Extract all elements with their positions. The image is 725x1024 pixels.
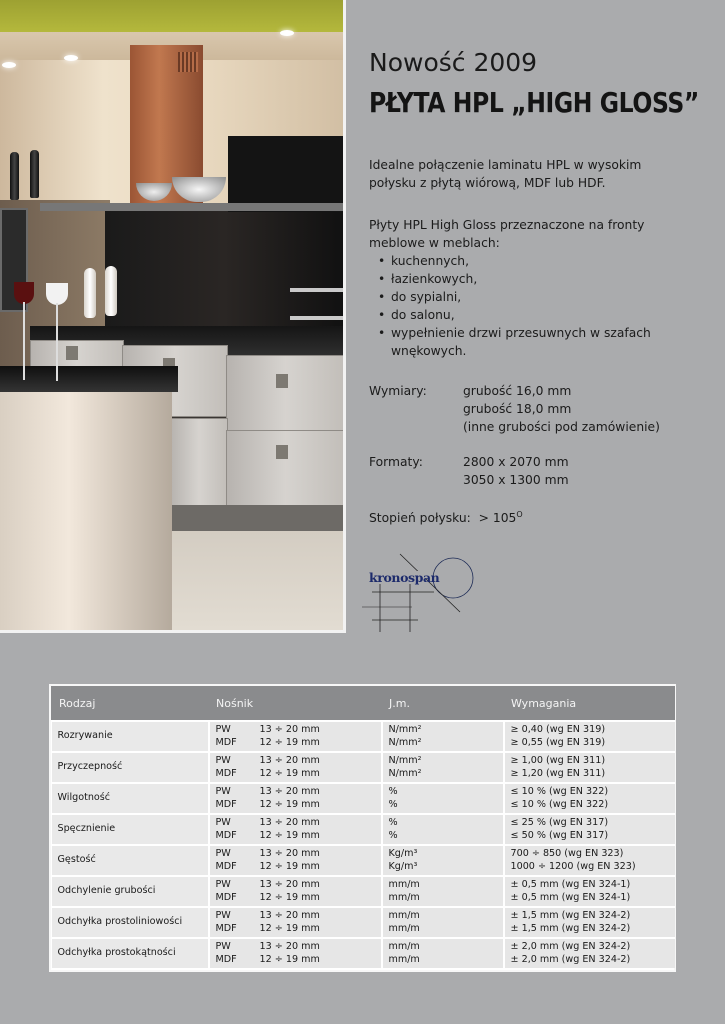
requirement-value: ± 0,5 mm (wg EN 324-1) (510, 879, 631, 890)
unit-cell (382, 783, 504, 814)
dimension-value: grubość 18,0 mm (463, 402, 572, 416)
row-name: Odchyłka prostokątności (52, 938, 209, 968)
logo-text: kronospan (369, 570, 440, 585)
unit-value: % (388, 817, 398, 828)
table-header-row (52, 686, 675, 721)
format-value: 3050 x 1300 mm (463, 473, 569, 487)
row-name: Odchylenie grubości (52, 876, 209, 907)
uses-paragraph: Płyty HPL High Gloss przeznaczone na fronty meblowe w meblach: (369, 218, 645, 250)
requirement-cell (504, 752, 675, 783)
spec-table-wrapper (49, 684, 676, 972)
unit-cell (382, 938, 504, 968)
requirement-cell (504, 938, 675, 968)
requirement-value: ≤ 25 % (wg EN 317) (510, 817, 609, 828)
table-row (52, 721, 675, 752)
requirement-value: ≤ 50 % (wg EN 317) (510, 829, 609, 841)
list-item: • do sypialni, (378, 288, 678, 306)
unit-value: Kg/m³ (388, 848, 418, 859)
carrier-cell (209, 938, 382, 968)
requirement-value: 1000 ÷ 1200 (wg EN 323) (510, 860, 636, 872)
carrier-type: PW (215, 910, 231, 921)
requirement-cell (504, 814, 675, 845)
requirement-value: ≥ 0,55 (wg EN 319) (510, 736, 606, 748)
requirement-value: ≥ 1,20 (wg EN 311) (510, 767, 606, 779)
formats-values (463, 453, 569, 489)
list-item: • do salonu, (378, 306, 678, 324)
unit-value: N/mm² (388, 755, 422, 766)
list-item: • wypełnienie drzwi przesuwnych w szafach wnękowych. (378, 324, 663, 360)
table-row (52, 814, 675, 845)
formats-label: Formaty: (369, 455, 423, 469)
carrier-type: PW (215, 848, 231, 859)
carrier-cell (209, 876, 382, 907)
requirement-cell (504, 907, 675, 938)
carrier-range: 12 ÷ 19 mm (259, 891, 320, 903)
unit-value: mm/m (388, 953, 420, 965)
unit-cell (382, 876, 504, 907)
carrier-type: PW (215, 879, 231, 890)
row-name: Gęstość (52, 845, 209, 876)
intro-paragraph: Idealne połączenie laminatu HPL w wysokim połysku z płytą wiórową, MDF lub HDF. (369, 158, 642, 190)
carrier-range: 13 ÷ 20 mm (259, 848, 320, 859)
kronospan-logo-icon (362, 550, 480, 635)
list-item: • kuchennych, (378, 252, 678, 270)
unit-value: mm/m (388, 941, 420, 952)
column-header: Wymagania (504, 686, 675, 721)
kitchen-photo (0, 0, 346, 633)
carrier-type: MDF (215, 922, 237, 934)
carrier-cell (209, 752, 382, 783)
requirement-value: ± 2,0 mm (wg EN 324-2) (510, 953, 631, 965)
row-name: Spęcznienie (52, 814, 209, 845)
unit-value: Kg/m³ (388, 860, 418, 872)
unit-value: N/mm² (388, 736, 422, 748)
list-item: • łazienkowych, (378, 270, 678, 288)
unit-cell (382, 721, 504, 752)
carrier-type: PW (215, 724, 231, 735)
carrier-range: 13 ÷ 20 mm (259, 910, 320, 921)
carrier-cell (209, 721, 382, 752)
requirement-value: 700 ÷ 850 (wg EN 323) (510, 848, 624, 859)
carrier-type: PW (215, 817, 231, 828)
unit-value: N/mm² (388, 767, 422, 779)
carrier-range: 12 ÷ 19 mm (259, 922, 320, 934)
table-row (52, 845, 675, 876)
unit-value: % (388, 829, 398, 841)
carrier-range: 13 ÷ 20 mm (259, 817, 320, 828)
unit-cell (382, 845, 504, 876)
requirement-value: ≤ 10 % (wg EN 322) (510, 798, 609, 810)
unit-cell (382, 752, 504, 783)
carrier-type: PW (215, 755, 231, 766)
unit-value: mm/m (388, 910, 420, 921)
carrier-cell (209, 845, 382, 876)
requirement-value: ≥ 1,00 (wg EN 311) (510, 755, 606, 766)
dimensions-values (463, 382, 660, 436)
unit-value: mm/m (388, 922, 420, 934)
carrier-type: PW (215, 941, 231, 952)
requirement-cell (504, 876, 675, 907)
carrier-range: 12 ÷ 19 mm (259, 860, 320, 872)
unit-cell (382, 814, 504, 845)
unit-cell (382, 907, 504, 938)
carrier-type: MDF (215, 953, 237, 965)
carrier-range: 12 ÷ 19 mm (259, 829, 320, 841)
requirement-cell (504, 845, 675, 876)
carrier-type: MDF (215, 829, 237, 841)
unit-value: mm/m (388, 891, 420, 903)
gloss-label: Stopień połysku: (369, 511, 471, 526)
row-name: Przyczepność (52, 752, 209, 783)
carrier-range: 12 ÷ 19 mm (259, 953, 320, 965)
carrier-range: 12 ÷ 19 mm (259, 767, 320, 779)
carrier-type: MDF (215, 767, 237, 779)
row-name: Wilgotność (52, 783, 209, 814)
uses-list (378, 252, 678, 360)
column-header: Rodzaj (52, 686, 209, 721)
table-row (52, 876, 675, 907)
carrier-type: MDF (215, 860, 237, 872)
table-row (52, 752, 675, 783)
format-value: 2800 x 2070 mm (463, 455, 569, 469)
kicker-heading: Nowość 2009 (369, 48, 538, 77)
requirement-value: ± 2,0 mm (wg EN 324-2) (510, 941, 631, 952)
gloss-row (369, 506, 523, 527)
carrier-type: MDF (215, 736, 237, 748)
column-header: J.m. (382, 686, 504, 721)
unit-value: % (388, 798, 398, 810)
carrier-cell (209, 907, 382, 938)
dimension-value: grubość 16,0 mm (463, 384, 572, 398)
requirement-value: ± 0,5 mm (wg EN 324-1) (510, 891, 631, 903)
table-row (52, 938, 675, 968)
carrier-range: 13 ÷ 20 mm (259, 755, 320, 766)
table-row (52, 783, 675, 814)
dimensions-label: Wymiary: (369, 384, 427, 398)
page-title: PŁYTA HPL „HIGH GLOSS” (369, 86, 699, 119)
carrier-range: 12 ÷ 19 mm (259, 736, 320, 748)
carrier-range: 13 ÷ 20 mm (259, 724, 320, 735)
carrier-type: MDF (215, 891, 237, 903)
requirement-value: ± 1,5 mm (wg EN 324-2) (510, 910, 631, 921)
requirement-cell (504, 721, 675, 752)
carrier-type: MDF (215, 798, 237, 810)
column-header: Nośnik (209, 686, 382, 721)
unit-value: % (388, 786, 398, 797)
row-name: Rozrywanie (52, 721, 209, 752)
gloss-value: > 105 (478, 511, 517, 526)
dimension-value: (inne grubości pod zamówienie) (463, 420, 660, 434)
unit-value: mm/m (388, 879, 420, 890)
carrier-range: 12 ÷ 19 mm (259, 798, 320, 810)
requirement-cell (504, 783, 675, 814)
carrier-range: 13 ÷ 20 mm (259, 879, 320, 890)
requirement-value: ≤ 10 % (wg EN 322) (510, 786, 609, 797)
carrier-cell (209, 783, 382, 814)
table-row (52, 907, 675, 938)
carrier-range: 13 ÷ 20 mm (259, 941, 320, 952)
carrier-cell (209, 814, 382, 845)
carrier-range: 13 ÷ 20 mm (259, 786, 320, 797)
requirement-value: ± 1,5 mm (wg EN 324-2) (510, 922, 631, 934)
requirement-value: ≥ 0,40 (wg EN 319) (510, 724, 606, 735)
spec-table (51, 686, 675, 968)
carrier-type: PW (215, 786, 231, 797)
unit-value: N/mm² (388, 724, 422, 735)
gloss-unit: O (516, 510, 523, 519)
row-name: Odchyłka prostoliniowości (52, 907, 209, 938)
